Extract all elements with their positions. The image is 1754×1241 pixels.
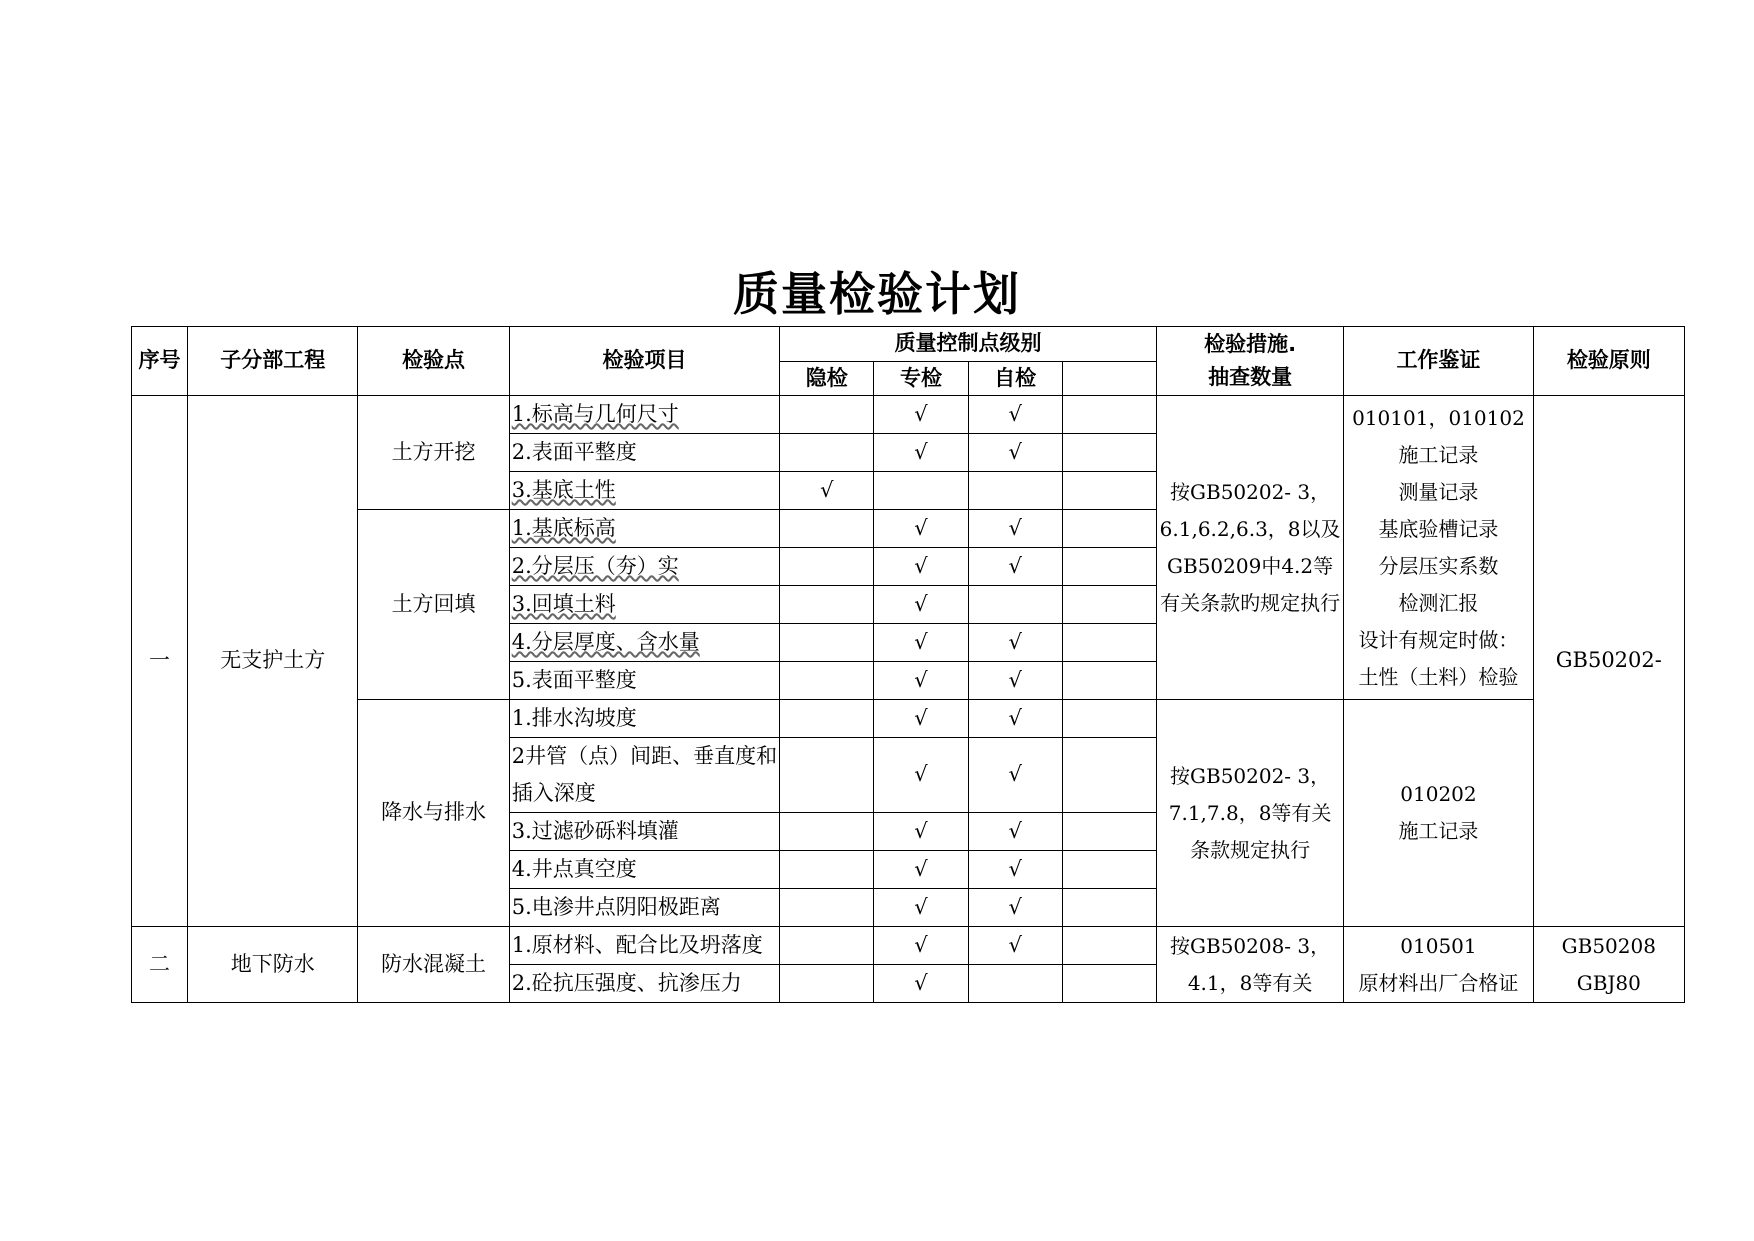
blank-cell [1062,662,1156,700]
evidence-line: 检测汇报 [1398,590,1479,615]
special-check: √ [874,851,968,889]
self-check [968,965,1062,1003]
item-text-value: 3.回填土料 [511,591,616,616]
hidden-check [780,548,874,586]
item-text: 5.表面平整度 [509,662,780,700]
item-text-value: 4.分层厚度、含水量 [511,629,700,654]
special-check: √ [874,738,968,813]
self-check: √ [968,624,1062,662]
blank-cell [1062,396,1156,434]
measure-cell: 按GB50202- 3，6.1,6.2,6.3，8以及GB50209中4.2等有关条款旳规定执行 [1156,396,1343,700]
evidence-cell [1344,700,1533,927]
evidence-line: 施工记录 [1398,819,1479,844]
item-text: 2.表面平整度 [509,434,780,472]
header-measure-line1: 检验措施. [1204,331,1297,356]
group-seq: 一 [132,396,188,927]
item-text [509,548,780,586]
principle-cell [1533,927,1684,1003]
item-text-value: 2.分层压（夯）实 [511,553,679,578]
item-text [509,586,780,624]
evidence-line: 010101，010102 [1352,405,1525,430]
self-check: √ [968,510,1062,548]
hidden-check [780,662,874,700]
blank-cell [1062,851,1156,889]
evidence-line: 010501 [1400,933,1477,958]
hidden-check [780,624,874,662]
evidence-line: 测量记录 [1398,479,1479,504]
special-check: √ [874,927,968,965]
blank-cell [1062,510,1156,548]
evidence-line: 基底验槽记录 [1378,516,1499,541]
item-text [509,624,780,662]
header-evidence: 工作鉴证 [1344,327,1533,396]
self-check: √ [968,662,1062,700]
hidden-check [780,434,874,472]
header-sub-project: 子分部工程 [188,327,358,396]
hidden-check [780,738,874,813]
special-check: √ [874,586,968,624]
blank-cell [1062,965,1156,1003]
hidden-check [780,396,874,434]
evidence-cell [1344,927,1533,1003]
header-seq: 序号 [132,327,188,396]
item-text-value: 3.基底土性 [511,477,616,502]
self-check: √ [968,396,1062,434]
hidden-check [780,889,874,927]
header-hidden: 隐检 [780,361,874,396]
hidden-check [780,927,874,965]
blank-cell [1062,586,1156,624]
item-text: 5.电渗井点阴阳极距离 [509,889,780,927]
blank-cell [1062,813,1156,851]
principle-cell: GB50202- [1533,396,1684,927]
self-check: √ [968,434,1062,472]
special-check: √ [874,662,968,700]
blank-cell [1062,548,1156,586]
blank-cell [1062,738,1156,813]
item-text: 4.井点真空度 [509,851,780,889]
blank-cell [1062,624,1156,662]
header-measure-line2: 抽查数量 [1208,365,1293,390]
header-principle: 检验原则 [1533,327,1684,396]
header-item: 检验项目 [509,327,780,396]
hidden-check [780,965,874,1003]
document-title: 质量检验计划 [733,267,1021,321]
special-check: √ [874,548,968,586]
evidence-line: 原材料出厂合格证 [1358,970,1519,995]
blank-cell [1062,434,1156,472]
self-check [968,472,1062,510]
hidden-check [780,851,874,889]
hidden-check [780,510,874,548]
header-blank [1062,361,1156,396]
self-check: √ [968,738,1062,813]
item-text-value: 1.标高与几何尺寸 [511,401,679,426]
blank-cell [1062,889,1156,927]
measure-cell: 按GB50202- 3，7.1,7.8，8等有关条款规定执行 [1156,700,1343,927]
point-name: 防水混凝土 [358,927,509,1003]
self-check: √ [968,927,1062,965]
header-self: 自检 [968,361,1062,396]
special-check [874,472,968,510]
table-row [132,700,1685,738]
item-text: 2.砼抗压强度、抗渗压力 [509,965,780,1003]
hidden-check [780,586,874,624]
header-level: 质量控制点级别 [780,327,1157,362]
inspection-plan-table [131,326,1685,1003]
self-check: √ [968,813,1062,851]
evidence-line: 设计有规定时做： [1358,627,1519,652]
special-check: √ [874,624,968,662]
self-check: √ [968,889,1062,927]
point-name: 土方开挖 [358,396,509,510]
blank-cell [1062,927,1156,965]
evidence-cell [1344,396,1533,700]
special-check: √ [874,510,968,548]
point-name: 土方回填 [358,510,509,700]
hidden-check: √ [780,472,874,510]
evidence-line: 土性（土料）检验 [1358,664,1519,689]
evidence-line: 施工记录 [1398,442,1479,467]
item-text-value: 1.基底标高 [511,515,616,540]
group-name: 地下防水 [188,927,358,1003]
special-check: √ [874,813,968,851]
evidence-line: 010202 [1400,782,1477,807]
item-text: 1.原材料、配合比及坍落度 [509,927,780,965]
special-check: √ [874,434,968,472]
measure-cell: 按GB50208- 3，4.1，8等有关 [1156,927,1343,1003]
item-text: 1.排水沟坡度 [509,700,780,738]
evidence-line: 分层压实系数 [1378,553,1499,578]
special-check: √ [874,396,968,434]
special-check: √ [874,700,968,738]
special-check: √ [874,889,968,927]
header-row [132,327,1685,362]
hidden-check [780,700,874,738]
self-check: √ [968,851,1062,889]
item-text: 3.过滤砂砾料填灌 [509,813,780,851]
header-special: 专检 [874,361,968,396]
item-text [509,396,780,434]
special-check: √ [874,965,968,1003]
point-name: 降水与排水 [358,700,509,927]
group-name: 无支护土方 [188,396,358,927]
self-check: √ [968,700,1062,738]
self-check [968,586,1062,624]
principle-line: GB50208 [1561,933,1656,958]
group-seq: 二 [132,927,188,1003]
table-row [132,927,1685,965]
principle-line: GBJ80 [1576,970,1641,995]
hidden-check [780,813,874,851]
self-check: √ [968,548,1062,586]
header-measure [1156,327,1343,396]
item-text [509,472,780,510]
blank-cell [1062,700,1156,738]
blank-cell [1062,472,1156,510]
table-row [132,396,1685,434]
item-text: 2井管（点）间距、垂直度和插入深度 [509,738,780,813]
header-point: 检验点 [358,327,509,396]
item-text [509,510,780,548]
